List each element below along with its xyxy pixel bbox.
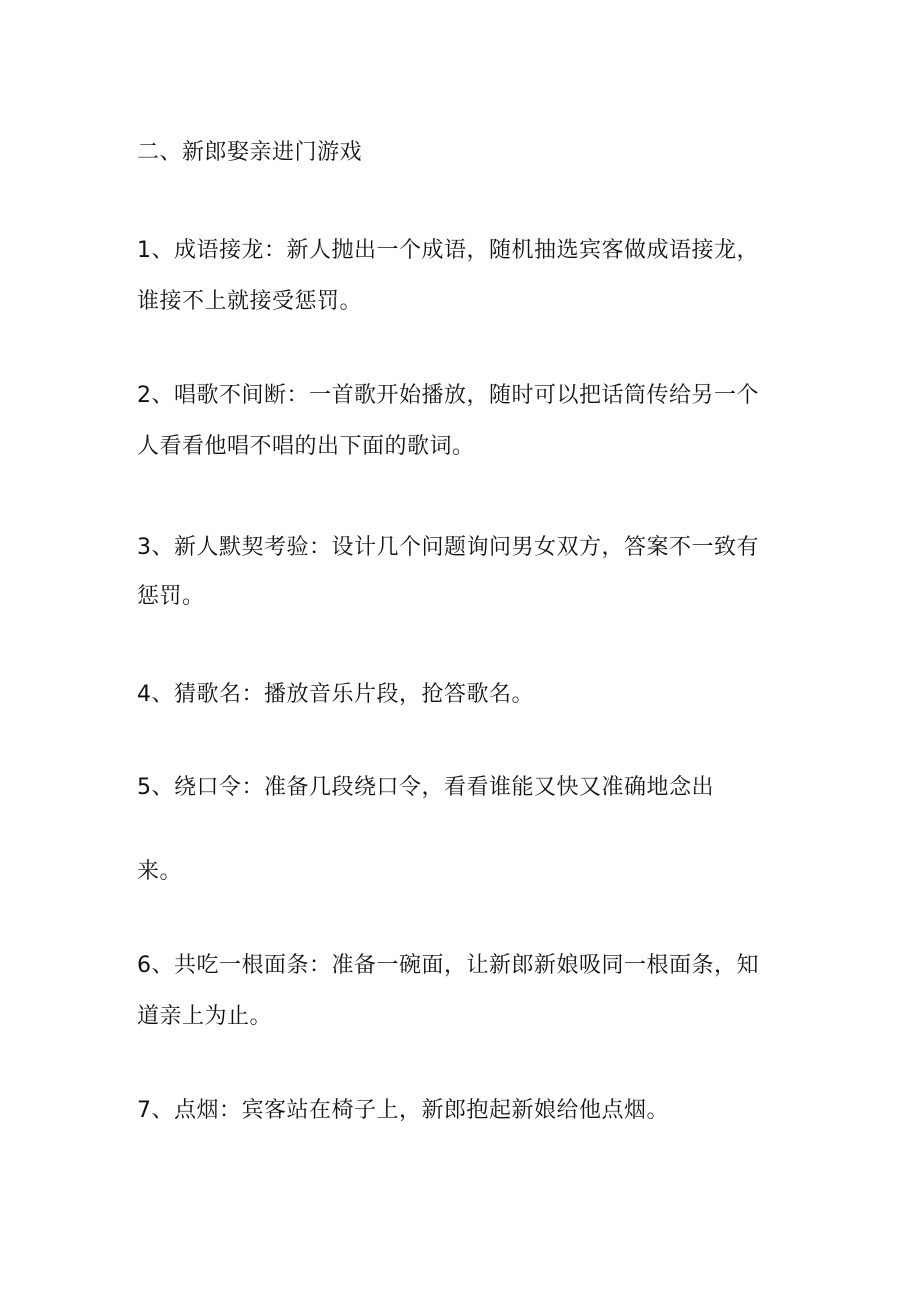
game-item-2-line-1: 2、唱歌不间断：一首歌开始播放，随时可以把话筒传给另一个 [137, 383, 759, 408]
game-item-5-line-2: 来。 [137, 859, 183, 884]
game-item-3-line-1: 3、新人默契考验：设计几个问题询问男女双方，答案不一致有 [137, 535, 759, 560]
game-item-1-line-2: 谁接不上就接受惩罚。 [137, 289, 363, 314]
game-item-6-line-2: 道亲上为止。 [137, 1004, 273, 1029]
game-item-1-line-1: 1、成语接龙：新人抛出一个成语，随机抽选宾客做成语接龙， [137, 238, 759, 263]
section-heading: 二、新郎娶亲进门游戏 [137, 140, 363, 165]
game-item-5-line-1: 5、绕口令：准备几段绕口令，看看谁能又快又准确地念出 [137, 775, 714, 800]
game-item-2-line-2: 人看看他唱不唱的出下面的歌词。 [137, 434, 475, 459]
game-item-3-line-2: 惩罚。 [137, 584, 205, 609]
game-item-7-line-1: 7、点烟：宾客站在椅子上，新郎抱起新娘给他点烟。 [137, 1098, 669, 1123]
game-item-6-line-1: 6、共吃一根面条：准备一碗面，让新郎新娘吸同一根面条，知 [137, 953, 759, 978]
game-item-4-line-1: 4、猜歌名：播放音乐片段，抢答歌名。 [137, 682, 534, 707]
